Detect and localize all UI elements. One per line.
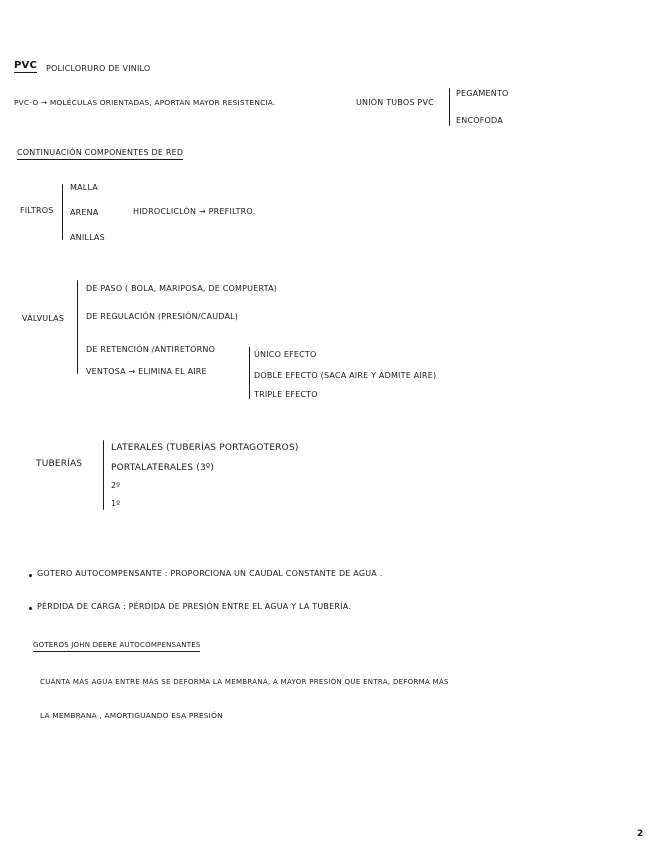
union-label: UNIÓN TUBOS PVC: [356, 98, 434, 107]
ventosa-option: TRIPLE EFECTO: [254, 390, 318, 399]
filtros-brace: [62, 184, 63, 240]
valvulas-item: DE REGULACIÓN (PRESIÓN/CAUDAL): [86, 312, 239, 321]
pvc-definition: POLICLORURO DE VINILO: [46, 64, 151, 73]
union-option: PEGAMENTO: [456, 89, 509, 98]
perdida-note: PÉRDIDA DE CARGA : PÉRDIDA DE PRESIÓN ENTRE EL AGUA Y LA TUBERÍA.: [37, 602, 351, 611]
bullet-icon: [29, 574, 32, 577]
pvc-o-text: PVC-O → MOLÉCULAS ORIENTADAS, APORTAN MAYOR RESISTENCIA.: [14, 98, 276, 107]
tuberias-label: TUBERÍAS: [36, 459, 83, 469]
filtros-item: MALLA: [70, 183, 98, 192]
tuberias-item: PORTALATERALES (3º): [111, 463, 215, 473]
filtros-note: HIDROCLICLÓN → PREFILTRO.: [133, 207, 256, 216]
tuberias-item: LATERALES (TUBERÍAS PORTAGOTEROS): [111, 443, 299, 453]
valvulas-item: VENTOSA → ELIMINA EL AIRE: [86, 367, 207, 376]
valvulas-brace: [77, 280, 78, 374]
valvulas-item: DE RETENCIÓN /ANTIRETORNO: [86, 345, 216, 354]
tuberias-item: 1º: [111, 499, 121, 508]
goteros-title: GOTEROS JOHN DEERE AUTOCOMPENSANTES: [33, 640, 200, 652]
filtros-label: FILTROS: [20, 206, 54, 215]
page-number: 2: [637, 829, 644, 839]
valvulas-label: VÁLVULAS: [22, 314, 65, 323]
tuberias-brace: [103, 440, 104, 510]
ventosa-brace: [249, 347, 250, 399]
components-title: CONTINUACIÓN COMPONENTES DE RED: [17, 148, 183, 160]
valvulas-item: DE PASO ( BOLA, MARIPOSA, DE COMPUERTA): [86, 284, 278, 293]
gotero-note: GOTERO AUTOCOMPENSANTE : PROPORCIONA UN CAUDAL CONSTANTE DE AGUA .: [37, 569, 383, 578]
tuberias-item: 2º: [111, 481, 121, 490]
ventosa-option: DOBLE EFECTO (SACA AIRE Y ADMITE AIRE): [254, 371, 437, 380]
filtros-item: ARENA: [70, 208, 99, 217]
goteros-line-1: CUÁNTA MÁS AGUA ENTRE MÁS SE DEFORMA LA MEMBRANA, A MAYOR PRESIÓN QUE ENTRA, DEFORMA MÁS: [40, 678, 449, 686]
goteros-line-2: LA MEMBRANA , AMORTIGUANDO ESA PRESIÓN: [40, 711, 223, 720]
ventosa-option: ÚNICO EFECTO: [254, 350, 317, 359]
bullet-icon: [29, 607, 32, 610]
filtros-item: ANILLAS: [70, 233, 105, 242]
pvc-heading: PVC: [14, 60, 38, 71]
union-brace: [449, 88, 450, 126]
union-option: ENCOFODA: [456, 116, 503, 125]
